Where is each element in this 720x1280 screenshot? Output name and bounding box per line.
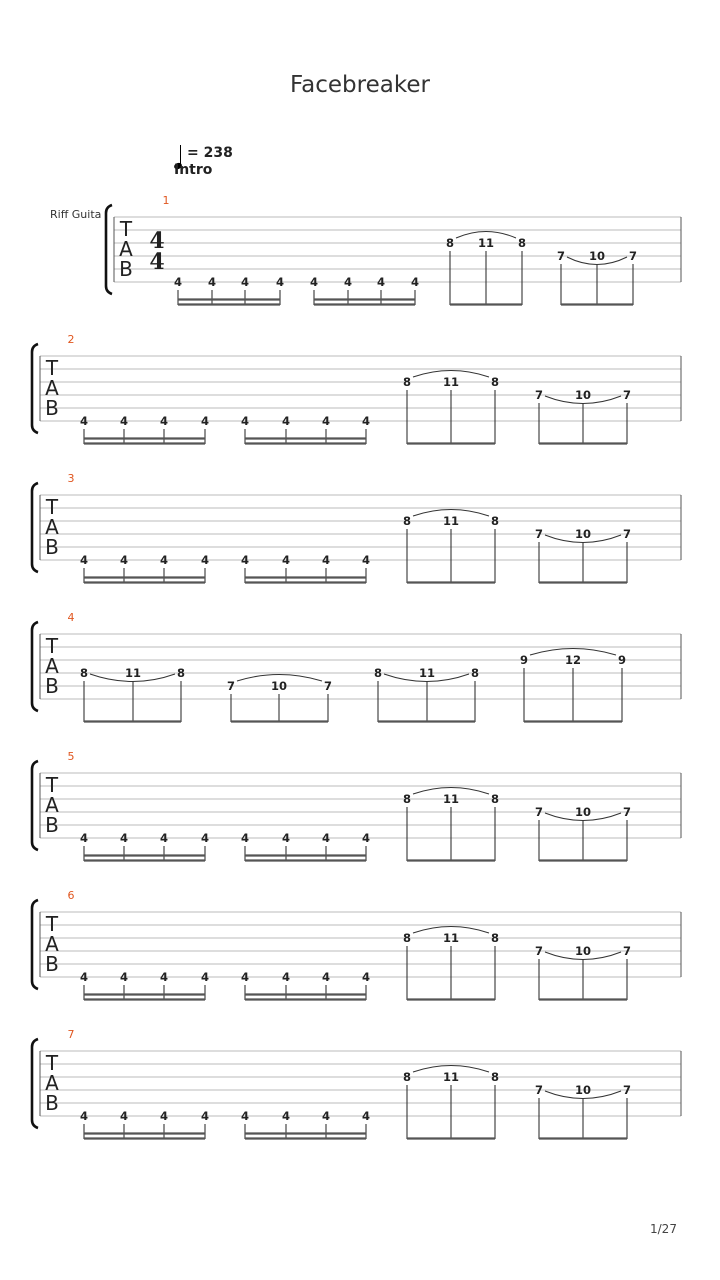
fret-number: 4 bbox=[79, 831, 89, 845]
tempo-value: = 238 bbox=[187, 145, 233, 161]
tab-letter-t: T bbox=[119, 217, 133, 241]
fret-number: 11 bbox=[442, 931, 460, 945]
fret-number: 4 bbox=[321, 831, 331, 845]
fret-number: 8 bbox=[490, 375, 500, 389]
fret-number: 4 bbox=[410, 275, 420, 289]
song-title: Facebreaker bbox=[290, 72, 430, 98]
fret-number: 8 bbox=[445, 236, 455, 250]
measure-number: 7 bbox=[67, 1028, 75, 1041]
tab-letter-a: A bbox=[45, 793, 59, 817]
tab-system bbox=[32, 889, 681, 1000]
fret-number: 4 bbox=[119, 970, 129, 984]
tab-letter-t: T bbox=[45, 634, 59, 658]
tab-letter-a: A bbox=[45, 515, 59, 539]
fret-number: 7 bbox=[628, 249, 638, 263]
instrument-name: Riff Guita bbox=[50, 208, 102, 221]
fret-number: 4 bbox=[79, 414, 89, 428]
fret-number: 10 bbox=[270, 679, 288, 693]
staff-bracket bbox=[32, 622, 38, 711]
fret-number: 8 bbox=[79, 666, 89, 680]
tab-system bbox=[32, 333, 681, 444]
fret-number: 4 bbox=[361, 970, 371, 984]
fret-number: 4 bbox=[281, 831, 291, 845]
fret-number: 4 bbox=[309, 275, 319, 289]
fret-number: 4 bbox=[240, 553, 250, 567]
fret-number: 7 bbox=[622, 1083, 632, 1097]
measure-number: 1 bbox=[162, 194, 170, 207]
fret-number: 4 bbox=[321, 970, 331, 984]
fret-number: 4 bbox=[321, 414, 331, 428]
staff-bracket bbox=[32, 344, 38, 433]
tab-letter-a: A bbox=[119, 237, 133, 261]
fret-number: 4 bbox=[361, 1109, 371, 1123]
fret-number: 4 bbox=[361, 831, 371, 845]
fret-number: 10 bbox=[574, 1083, 592, 1097]
fret-number: 4 bbox=[159, 970, 169, 984]
fret-number: 7 bbox=[622, 805, 632, 819]
fret-number: 4 bbox=[281, 1109, 291, 1123]
fret-number: 11 bbox=[124, 666, 142, 680]
tab-system bbox=[106, 194, 681, 305]
fret-number: 10 bbox=[588, 249, 606, 263]
fret-number: 8 bbox=[490, 514, 500, 528]
fret-number: 4 bbox=[207, 275, 217, 289]
staff-bracket bbox=[32, 1039, 38, 1128]
fret-number: 8 bbox=[402, 514, 412, 528]
fret-number: 4 bbox=[281, 553, 291, 567]
fret-number: 4 bbox=[173, 275, 183, 289]
measure-number: 2 bbox=[67, 333, 75, 346]
tab-letter-b: B bbox=[119, 257, 133, 281]
fret-number: 4 bbox=[361, 414, 371, 428]
fret-number: 7 bbox=[622, 527, 632, 541]
tab-letter-a: A bbox=[45, 1071, 59, 1095]
fret-number: 7 bbox=[534, 1083, 544, 1097]
fret-number: 8 bbox=[517, 236, 527, 250]
fret-number: 4 bbox=[119, 414, 129, 428]
fret-number: 8 bbox=[176, 666, 186, 680]
tab-letter-b: B bbox=[45, 952, 59, 976]
staff-bracket bbox=[32, 900, 38, 989]
fret-number: 4 bbox=[200, 831, 210, 845]
fret-number: 9 bbox=[617, 653, 627, 667]
fret-number: 8 bbox=[490, 931, 500, 945]
fret-number: 7 bbox=[323, 679, 333, 693]
fret-number: 4 bbox=[240, 970, 250, 984]
staff-bracket bbox=[32, 483, 38, 572]
fret-number: 10 bbox=[574, 944, 592, 958]
fret-number: 4 bbox=[281, 970, 291, 984]
fret-number: 4 bbox=[119, 1109, 129, 1123]
fret-number: 4 bbox=[79, 553, 89, 567]
fret-number: 7 bbox=[534, 805, 544, 819]
fret-number: 7 bbox=[226, 679, 236, 693]
fret-number: 8 bbox=[402, 375, 412, 389]
fret-number: 4 bbox=[79, 970, 89, 984]
measure-number: 4 bbox=[67, 611, 75, 624]
measure-number: 3 bbox=[67, 472, 75, 485]
fret-number: 11 bbox=[477, 236, 495, 250]
fret-number: 4 bbox=[343, 275, 353, 289]
fret-number: 11 bbox=[442, 514, 460, 528]
fret-number: 4 bbox=[159, 1109, 169, 1123]
tab-letter-b: B bbox=[45, 1091, 59, 1115]
fret-number: 8 bbox=[373, 666, 383, 680]
fret-number: 4 bbox=[361, 553, 371, 567]
fret-number: 7 bbox=[622, 388, 632, 402]
section-label: Intro bbox=[174, 162, 213, 178]
fret-number: 7 bbox=[534, 388, 544, 402]
fret-number: 9 bbox=[519, 653, 529, 667]
fret-number: 11 bbox=[442, 375, 460, 389]
fret-number: 4 bbox=[321, 553, 331, 567]
fret-number: 4 bbox=[119, 831, 129, 845]
staff-bracket bbox=[106, 205, 112, 294]
fret-number: 4 bbox=[281, 414, 291, 428]
fret-number: 4 bbox=[159, 831, 169, 845]
fret-number: 7 bbox=[556, 249, 566, 263]
fret-number: 10 bbox=[574, 805, 592, 819]
fret-number: 4 bbox=[240, 831, 250, 845]
fret-number: 4 bbox=[200, 970, 210, 984]
fret-number: 8 bbox=[402, 1070, 412, 1084]
staff-bracket bbox=[32, 761, 38, 850]
tab-letter-t: T bbox=[45, 356, 59, 380]
measure-number: 6 bbox=[67, 889, 75, 902]
tab-letter-a: A bbox=[45, 654, 59, 678]
time-signature-top: 4 bbox=[149, 228, 165, 254]
fret-number: 11 bbox=[418, 666, 436, 680]
fret-number: 7 bbox=[534, 527, 544, 541]
tab-letter-t: T bbox=[45, 1051, 59, 1075]
fret-number: 11 bbox=[442, 1070, 460, 1084]
tab-letter-t: T bbox=[45, 495, 59, 519]
fret-number: 4 bbox=[200, 553, 210, 567]
measure-number: 5 bbox=[67, 750, 75, 763]
tab-system bbox=[32, 611, 681, 722]
tab-letter-b: B bbox=[45, 674, 59, 698]
fret-number: 4 bbox=[240, 275, 250, 289]
fret-number: 4 bbox=[321, 1109, 331, 1123]
tab-letter-t: T bbox=[45, 912, 59, 936]
fret-number: 8 bbox=[490, 1070, 500, 1084]
fret-number: 10 bbox=[574, 388, 592, 402]
fret-number: 4 bbox=[240, 414, 250, 428]
fret-number: 4 bbox=[200, 414, 210, 428]
tab-system bbox=[32, 1028, 681, 1139]
fret-number: 4 bbox=[240, 1109, 250, 1123]
tab-letter-b: B bbox=[45, 396, 59, 420]
fret-number: 4 bbox=[376, 275, 386, 289]
fret-number: 4 bbox=[159, 414, 169, 428]
fret-number: 8 bbox=[402, 792, 412, 806]
fret-number: 4 bbox=[275, 275, 285, 289]
fret-number: 10 bbox=[574, 527, 592, 541]
tab-letter-b: B bbox=[45, 535, 59, 559]
fret-number: 12 bbox=[564, 653, 582, 667]
tab-letter-a: A bbox=[45, 376, 59, 400]
fret-number: 8 bbox=[490, 792, 500, 806]
tab-letter-t: T bbox=[45, 773, 59, 797]
tab-system bbox=[32, 472, 681, 583]
page-number: 1/27 bbox=[650, 1222, 677, 1236]
fret-number: 8 bbox=[402, 931, 412, 945]
fret-number: 11 bbox=[442, 792, 460, 806]
time-signature-bottom: 4 bbox=[149, 249, 165, 275]
fret-number: 7 bbox=[534, 944, 544, 958]
fret-number: 4 bbox=[159, 553, 169, 567]
fret-number: 4 bbox=[200, 1109, 210, 1123]
fret-number: 8 bbox=[470, 666, 480, 680]
fret-number: 4 bbox=[119, 553, 129, 567]
tab-letter-b: B bbox=[45, 813, 59, 837]
tab-letter-a: A bbox=[45, 932, 59, 956]
tab-system bbox=[32, 750, 681, 861]
fret-number: 4 bbox=[79, 1109, 89, 1123]
fret-number: 7 bbox=[622, 944, 632, 958]
